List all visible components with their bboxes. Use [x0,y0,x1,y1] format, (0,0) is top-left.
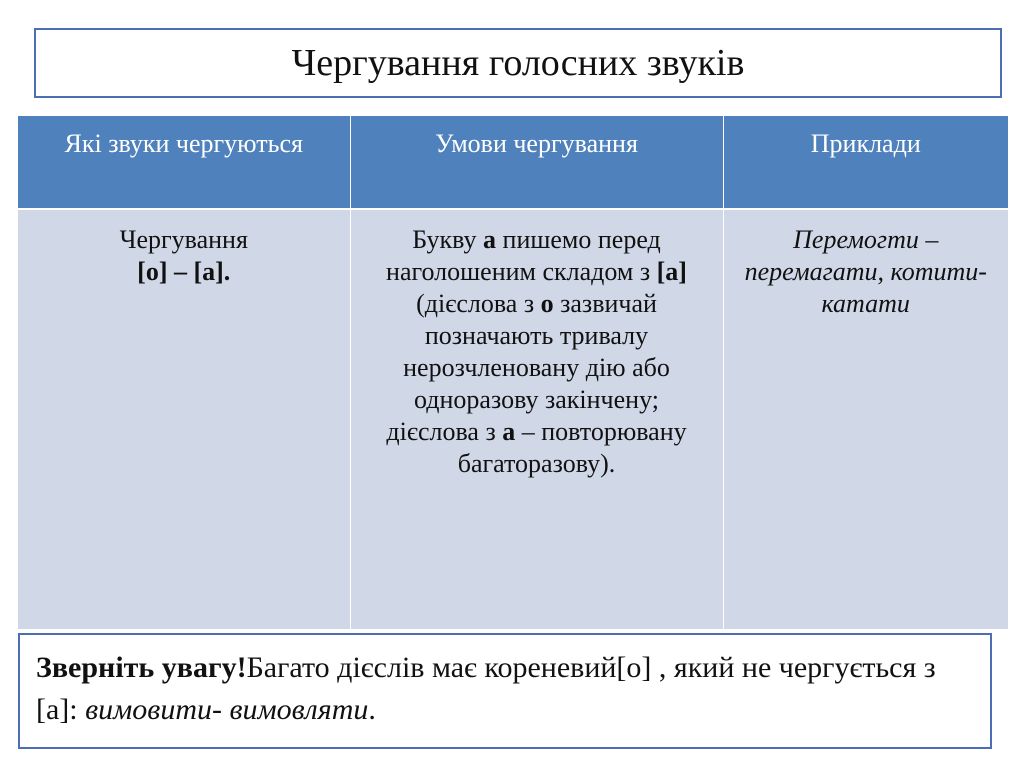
cond-bold-2: [а] [656,257,687,286]
note-end: . [368,693,376,726]
header-examples: Приклади [723,116,1008,209]
header-sounds: Які звуки чергуються [18,116,350,209]
title-frame [34,28,1002,98]
note-italic: вимовити- вимовляти [85,693,369,726]
cond-text-1: Букву [412,225,484,254]
note-text: Багато дієслів має кореневий[о] , який не чергується з [а]: [36,651,936,726]
table-row [18,209,1008,629]
cond-bold-3: о [540,289,554,318]
note-bold: Зверніть увагу! [36,651,247,684]
header-conditions: Умови чергування [350,116,723,209]
cell-conditions [350,209,723,629]
cell-examples: Перемогти – перемагати, котити- катати [723,209,1008,629]
cell-sounds [18,209,350,629]
cell-sounds-line1: Чергування [119,225,248,254]
cond-text-4: зазвичай позначають тривалу нерозчленовану дію або одноразову закінчену; дієслова з [386,289,670,446]
table-header-row [18,116,1008,209]
cond-bold-4: а [502,417,516,446]
cond-text-2: пишемо перед наголошеним складом з [386,225,661,286]
cond-bold-1: а [483,225,497,254]
alternation-table [18,116,1008,629]
note-box [18,633,992,749]
cond-text-5: – повторювану багаторазову). [457,417,687,478]
page-title: Чергування голосних звуків [291,42,745,84]
cell-sounds-line2: [о] – [а]. [137,257,231,286]
cond-text-3: (дієслова з [416,289,541,318]
